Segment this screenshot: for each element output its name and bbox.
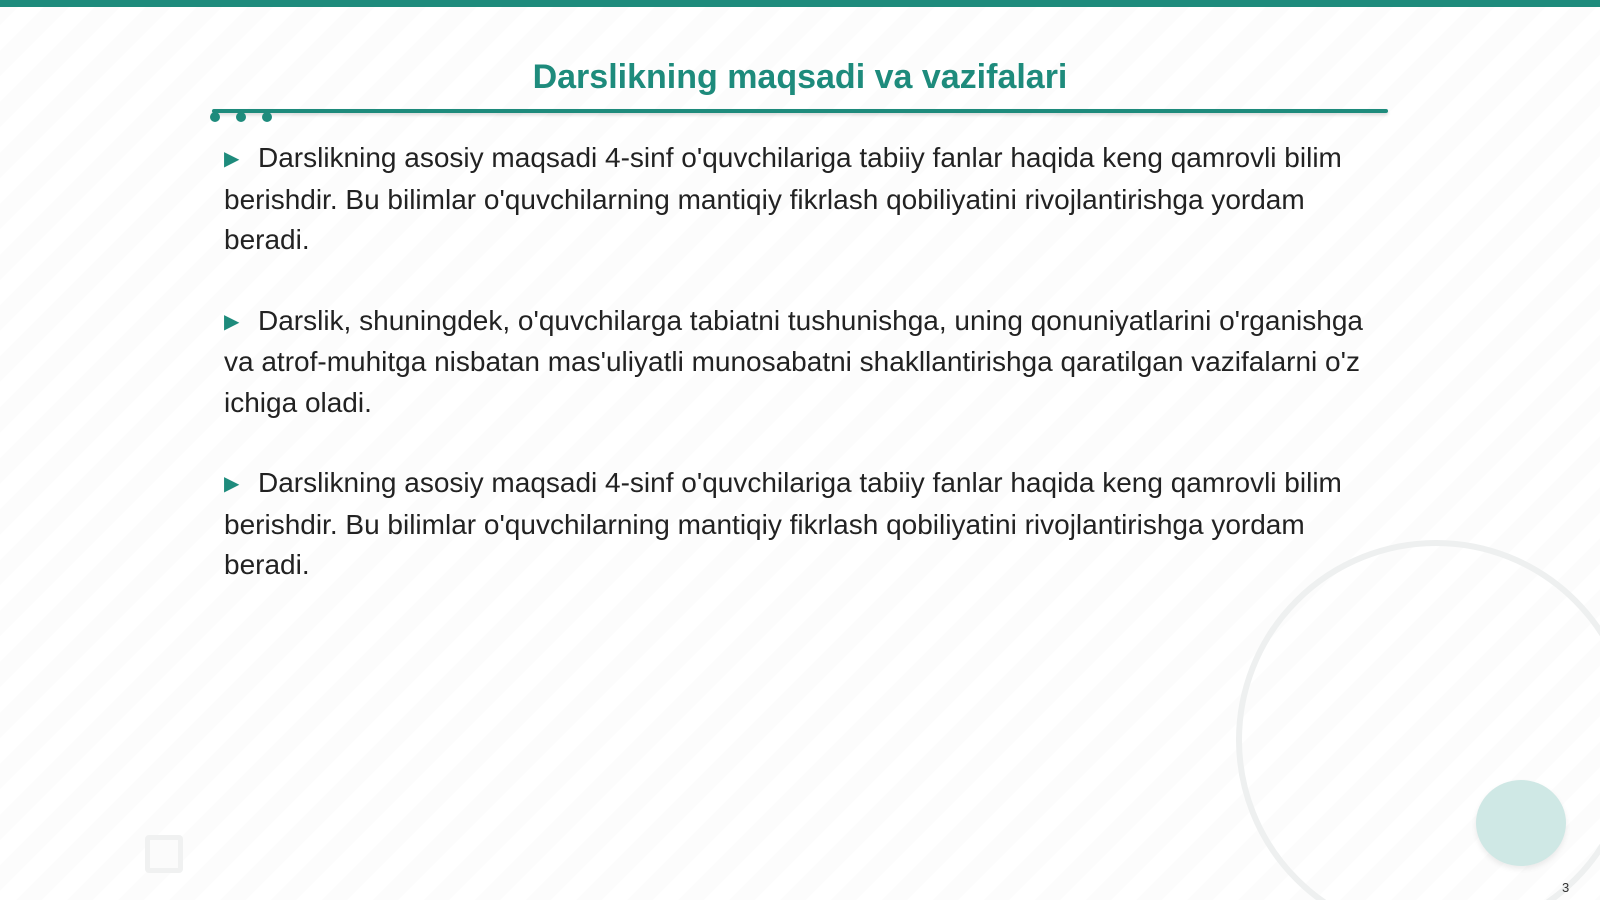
bullet-item [224,463,1384,586]
bullet-item [224,138,1384,261]
bullet-list [224,138,1384,626]
bullet-text: Darslik, shuningdek, o'quvchilarga tabiatni tushunishga, uning qonuniyatlarini o'rganishga va atrof-muhitga nisbatan mas'uliyatli munosabatni shakllantirishga qaratilgan vazifalarni o'z ichiga oladi. [224,304,1363,418]
decorative-dot [262,112,272,122]
bullet-item [224,301,1384,424]
bullet-text: Darslikning asosiy maqsadi 4-sinf o'quvchilariga tabiiy fanlar haqida keng qamrovli bilim berishdir. Bu bilimlar o'quvchilarning mantiqiy fikrlash qobiliyatini rivojlantirishga yordam beradi. [224,142,1342,255]
decorative-dot [236,112,246,122]
bullet-text: Darslikning asosiy maqsadi 4-sinf o'quvchilariga tabiiy fanlar haqida keng qamrovli bilim berishdir. Bu bilimlar o'quvchilarning mantiqiy fikrlash qobiliyatini rivojlantirishga yordam beradi. [224,467,1342,580]
bullet-arrow-icon: ▶ [224,148,240,170]
decorative-dot [210,112,220,122]
decorative-bubble [1476,780,1566,866]
title-underline [212,109,1388,113]
top-accent-bar [0,0,1600,7]
page-number: 3 [1562,880,1570,895]
bullet-arrow-icon: ▶ [224,310,240,333]
decorative-square [145,835,183,873]
slide-title: Darslikning maqsadi va vazifalari [532,58,1068,96]
bullet-arrow-icon: ▶ [224,473,240,495]
